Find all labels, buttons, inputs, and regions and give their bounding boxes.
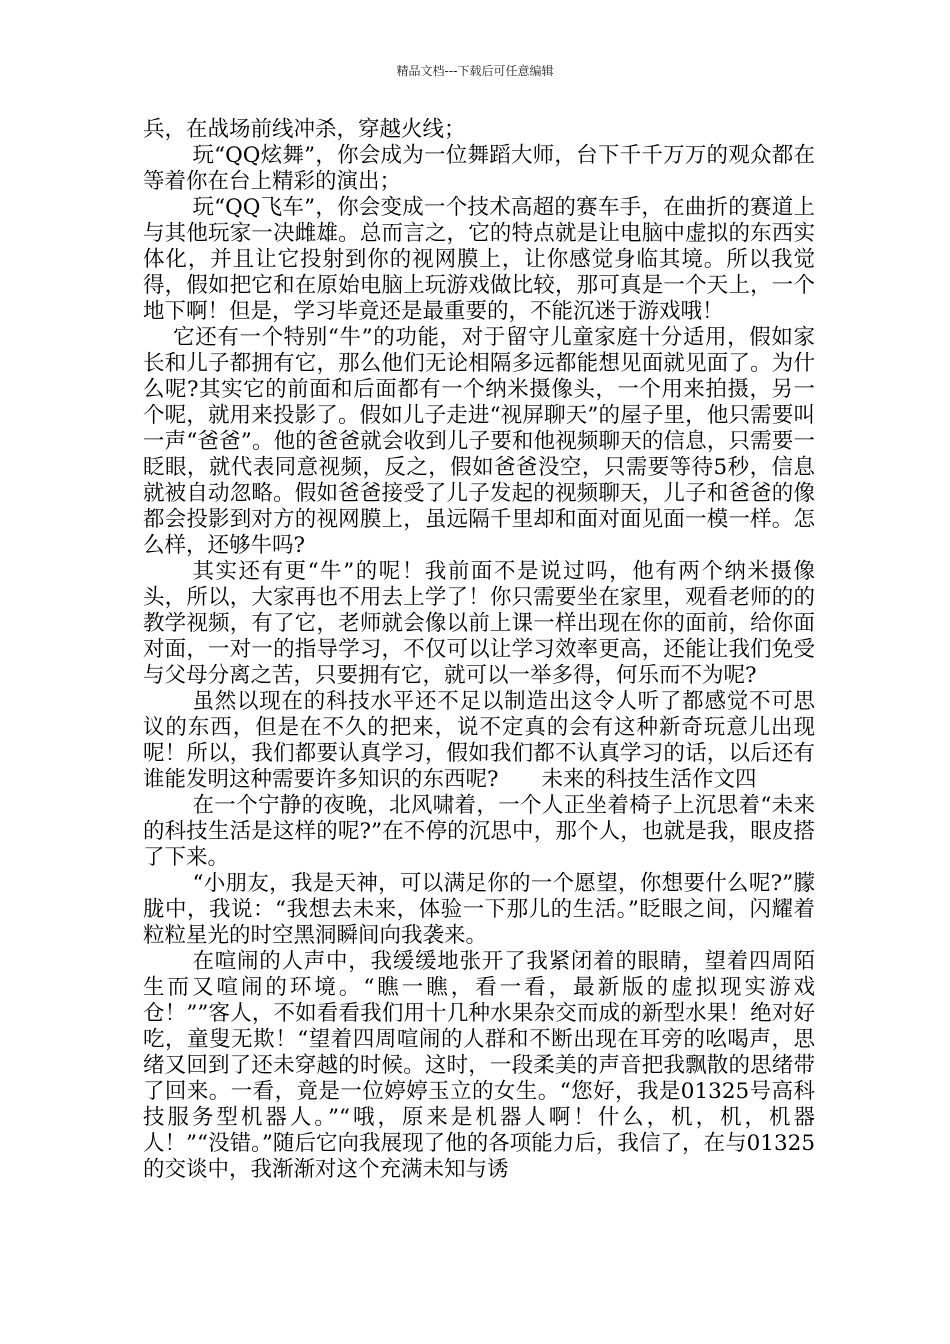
paragraph-5: 其实还有更“牛”的呢！我前面不是说过吗，他有两个纳米摄像头，所以，大家再也不用去上学了！你只需要坐在家里，观看老师的的教学视频，有了它，老师就会像以前上课一样出现在你的面前，给你面对面，一对一的指导学习，不仅可以让学习效率更高，还能让我们免受与父母分离之苦，只要拥有它，就可以一举多得，何乐而不为呢? — [143, 559, 815, 688]
paragraph-3: 玩“QQ飞车”，你会变成一个技术高超的赛车手，在曲折的赛道上与其他玩家一决雌雄。总而言之，它的特点就是让电脑中虚拟的东西实体化，并且让它投射到你的视网膜上，让你感觉身临其境。所以我觉得，假如把它和在原始电脑上玩游戏做比较，那可真是一个天上，一个地下啊！但是，学习毕竟还是最重要的，不能沉迷于游戏哦！ — [143, 195, 815, 324]
paragraph-9: 在喧闹的人声中，我缓缓地张开了我紧闭着的眼睛，望着四周陌生而又喧闹的环境。“瞧一瞧，看一看，最新版的虚拟现实游戏仓！””客人，不如看看我们用十几种水果杂交而成的新型水果！绝对好吃，童叟无欺！“望着四周喧闹的人群和不断出现在耳旁的吆喝声，思绪又回到了还未穿越的时候。这时，一段柔美的声音把我飘散的思绪带了回来。一看，竟是一位婷婷玉立的女生。“您好，我是01325号高科技服务型机器人。”“哦，原来是机器人啊！什么，机，机，机器人！”“没错。”随后它向我展现了他的各项能力后，我信了，在与01325的交谈中，我渐渐对这个充满未知与诱 — [143, 949, 815, 1182]
paragraph-8: “小朋友，我是天神，可以满足你的一个愿望，你想要什么呢?”朦胧中，我说：“我想去未来，体验一下那儿的生活。”眨眼之间，闪耀着粒粒星光的时空黑洞瞬间向我袭来。 — [143, 871, 815, 948]
paragraph-1: 兵，在战场前线冲杀，穿越火线； — [143, 117, 466, 142]
paragraph-7: 在一个宁静的夜晚，北风啸着，一个人正坐着椅子上沉思着“未来的科技生活是这样的呢?”在不停的沉思中，那个人，也就是我，眼皮搭了下来。 — [143, 793, 815, 870]
page-header: 精品文档---下载后可任意编辑 — [396, 64, 554, 78]
paragraph-6: 虽然以现在的科技水平还不足以制造出这令人听了都感觉不可思议的东西，但是在不久的把来，说不定真的会有这种新奇玩意儿出现呢！所以，我们都要认真学习，假如我们都不认真学习的话，以后还有谁能发明这种需要许多知识的东西呢? 未来的科技生活作文四 — [143, 689, 815, 792]
paragraph-4: 它还有一个特别“牛”的功能，对于留守儿童家庭十分适用，假如家长和儿子都拥有它，那么他们无论相隔多远都能想见面就见面了。为什么呢?其实它的前面和后面都有一个纳米摄像头，一个用来拍摄，另一个呢，就用来投影了。假如儿子走进“视屏聊天”的屋子里，他只需要叫一声“爸爸”。他的爸爸就会收到儿子要和他视频聊天的信息，只需要一眨眼，就代表同意视频，反之，假如爸爸没空，只需要等待5秒，信息就被自动忽略。假如爸爸接受了儿子发起的视频聊天，儿子和爸爸的像都会投影到对方的视网膜上，虽远隔千里却和面对面见面一模一样。怎么样，还够牛吗? — [143, 325, 815, 558]
paragraph-2: 玩“QQ炫舞”，你会成为一位舞蹈大师，台下千千万万的观众都在等着你在台上精彩的演出； — [143, 143, 815, 194]
document-body — [143, 117, 815, 1183]
